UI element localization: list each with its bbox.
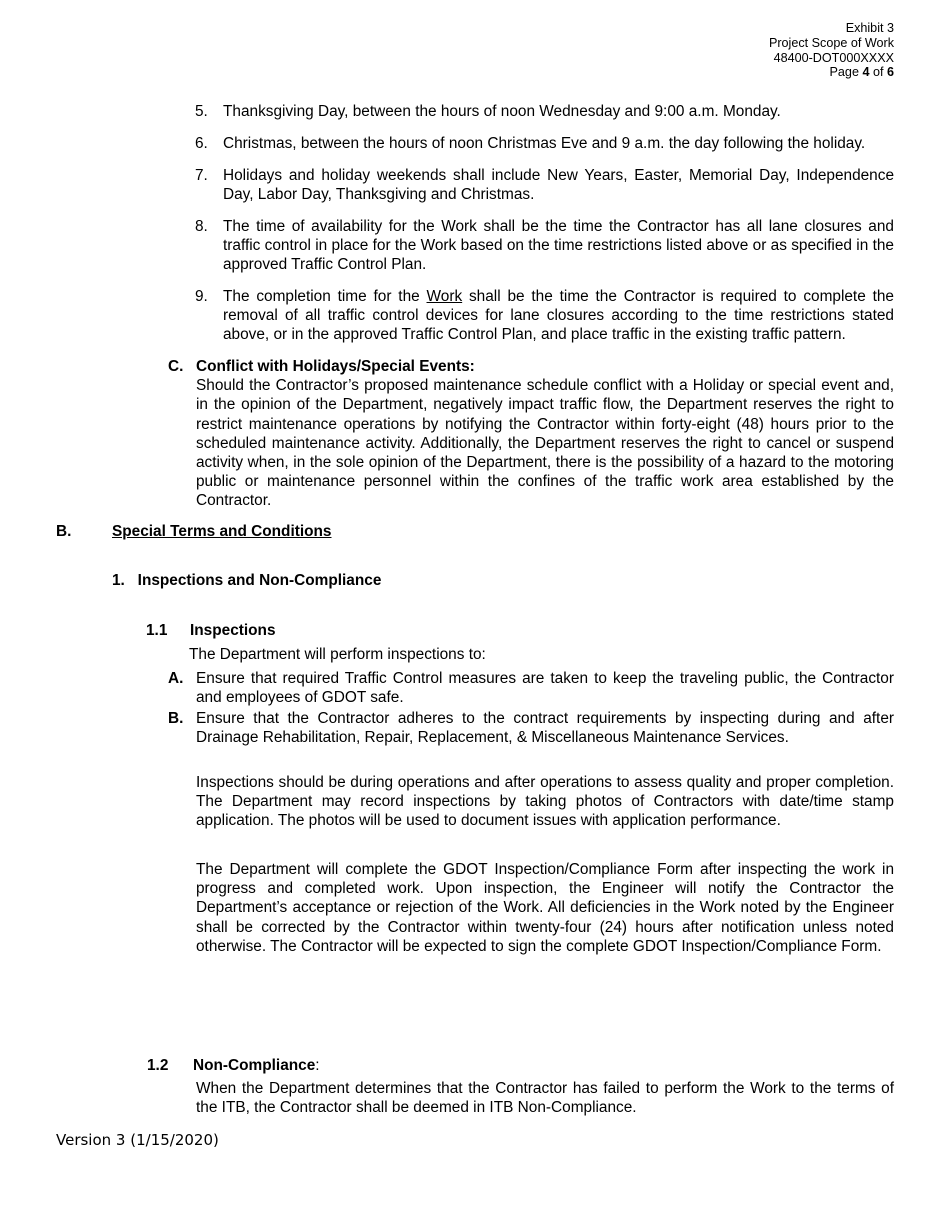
section-c: C. Conflict with Holidays/Special Events: Should the Contractor’s proposed maintenance schedule conflict with a Holiday or special event and, in the opinion of the Department, negatively impact traffic flow, the Department reserves the right to restrict maintenance operations by notifying the Contractor within forty-eight (48) hours prior to the scheduled maintenance activity. Additionally, the Department reserves the right to cancel or suspend activity when, in the sole opinion of the Department, there is the possibility of a hazard to the motoring public or maintenance personnel within the confines of the traffic work area established by the Contractor. bbox=[168, 358, 894, 510]
inspections-paragraph-1: Inspections should be during operations and after operations to assess quality and proper completion. The Department may record inspections by taking photos of Contractors with date/time stamp application. The photos will be used to document issues with application performance. bbox=[196, 774, 894, 830]
list-item-text: Thanksgiving Day, between the hours of noon Wednesday and 9:00 a.m. Monday. bbox=[223, 103, 781, 120]
list-item: 6. Christmas, between the hours of noon Christmas Eve and 9 a.m. the day following the holiday. bbox=[195, 134, 894, 153]
inspections-intro: The Department will perform inspections to: bbox=[189, 646, 486, 663]
list-item-text: The completion time for the Work shall be the time the Contractor is required to complete the removal of all traffic control devices for lane closures according to the time restrictions stated above, or in the approved Traffic Control Plan, and place traffic in the existing traffic pattern. bbox=[223, 288, 894, 344]
section-b-title: Special Terms and Conditions bbox=[112, 523, 332, 540]
list-item: 5. Thanksgiving Day, between the hours of noon Wednesday and 9:00 a.m. Monday. bbox=[195, 102, 894, 121]
subsection-1-1-title: Inspections bbox=[190, 622, 276, 639]
inspection-item: A. Ensure that required Traffic Control measures are taken to keep the traveling public, the Contractor and employees of GDOT safe. bbox=[168, 670, 894, 707]
non-compliance-body: When the Department determines that the Contractor has failed to perform the Work to the terms of the ITB, the Contractor shall be deemed in ITB Non-Compliance. bbox=[196, 1080, 894, 1117]
subsection-1-heading: 1. Inspections and Non-Compliance bbox=[112, 572, 382, 589]
page-header bbox=[769, 21, 894, 80]
subsection-1-1-number: 1.1 bbox=[146, 622, 168, 639]
list-item-text: The time of availability for the Work shall be the time the Contractor has all lane closures and traffic control in place for the Work based on the time restrictions listed above or as specified in the approved Traffic Control Plan. bbox=[223, 218, 894, 274]
document-title: Project Scope of Work bbox=[768, 35, 894, 50]
contract-number: 48400-DOT000XXXX bbox=[773, 50, 894, 65]
list-item: 9. The completion time for the Work shall be the time the Contractor is required to complete the removal of all traffic control devices for lane closures according to the time restrictions stated above, or in the approved Traffic Control Plan, and place traffic in the existing traffic pattern. bbox=[195, 288, 894, 344]
inspection-item-text: Ensure that required Traffic Control measures are taken to keep the traveling public, the Contractor and employees of GDOT safe. bbox=[196, 670, 894, 707]
version-footer: Version 3 (1/15/2020) bbox=[56, 1131, 219, 1149]
section-c-body: Should the Contractor’s proposed maintenance schedule conflict with a Holiday or special event and, in the opinion of the Department, negatively impact traffic flow, the Department reserves the right to restrict maintenance operations by notifying the Contractor within forty-eight (48) hours prior to the scheduled maintenance activity. Additionally, the Department reserves the right to cancel or suspend activity when, in the sole opinion of the Department, there is the possibility of a hazard to the motoring public or maintenance personnel within the confines of the traffic work area established by the Contractor. bbox=[196, 377, 894, 510]
inspections-paragraph-2: The Department will complete the GDOT Inspection/Compliance Form after inspecting the work in progress and completed work. Upon inspection, the Engineer will notify the Contractor the Department’s acceptance or rejection of the Work. All deficiencies in the Work noted by the Engineer shall be corrected by the Contractor within twenty-four (24) hours after notification unless noted otherwise. The Contractor will be expected to sign the complete GDOT Inspection/Compliance Form. bbox=[196, 861, 894, 955]
subsection-1-2-title: Non-Compliance: bbox=[193, 1057, 320, 1074]
list-item: 8. The time of availability for the Work shall be the time the Contractor has all lane closures and traffic control in place for the Work based on the time restrictions listed above or as specified in the approved Traffic Control Plan. bbox=[195, 218, 894, 274]
list-item: 7. Holidays and holiday weekends shall include New Years, Easter, Memorial Day, Independence Day, Labor Day, Thanksgiving and Christmas. bbox=[195, 167, 894, 204]
section-c-title: Conflict with Holidays/Special Events: bbox=[196, 358, 475, 375]
inspection-item: B. Ensure that the Contractor adheres to the contract requirements by inspecting during and after Drainage Rehabilitation, Repair, Replacement, & Miscellaneous Maintenance Services. bbox=[168, 710, 894, 747]
exhibit-label: Exhibit 3 bbox=[845, 21, 894, 35]
subsection-1-2-number: 1.2 bbox=[147, 1057, 169, 1074]
page-number: Page 4 of 6 bbox=[829, 65, 894, 80]
inspection-item-text: Ensure that the Contractor adheres to the contract requirements by inspecting during and after Drainage Rehabilitation, Repair, Replacement, & Miscellaneous Maintenance Services. bbox=[196, 710, 894, 747]
list-item-text: Holidays and holiday weekends shall include New Years, Easter, Memorial Day, Independence Day, Labor Day, Thanksgiving and Christmas. bbox=[223, 167, 894, 204]
section-b-letter: B. bbox=[56, 523, 72, 540]
list-item-text: Christmas, between the hours of noon Christmas Eve and 9 a.m. the day following the holiday. bbox=[223, 135, 866, 152]
